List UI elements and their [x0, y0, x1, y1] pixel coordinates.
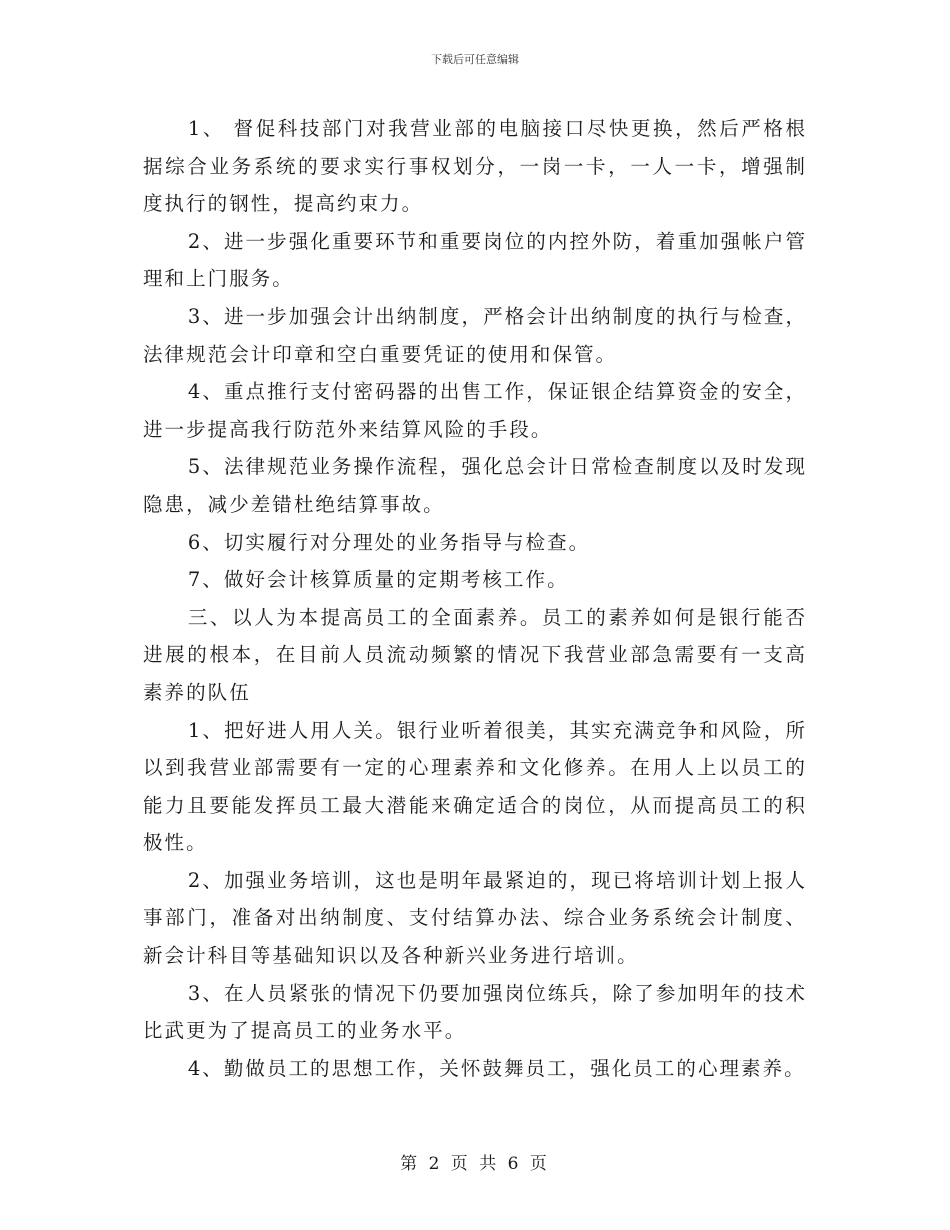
paragraph-item-1: 1、 督促科技部门对我营业部的电脑接口尽快更换，然后严格根据综合业务系统的要求实行事权划分，一岗一卡，一人一卡，增强制度执行的钢性，提高约束力。: [143, 117, 807, 216]
paragraph-item-5: 5、法律规范业务操作流程，强化总会计日常检查制度以及时发现隐患，减少差错杜绝结算事故。: [143, 455, 807, 516]
paragraph-item-7: 7、做好会计核算质量的定期考核工作。: [187, 568, 569, 592]
section-heading-three: 三、以人为本提高员工的全面素养。员工的素养如何是银行能否进展的根本，在目前人员流动频繁的情况下我营业部急需要有一支高素养的队伍: [143, 605, 807, 704]
paragraph-item-9: 2、加强业务培训，这也是明年最紧迫的，现已将培训计划上报人事部门，准备对出纳制度、支付结算办法、综合业务系统会计制度、新会计科目等基础知识以及各种新兴业务进行培训。: [143, 868, 807, 968]
paragraph-item-10: 3、在人员紧张的情况下仍要加强岗位练兵，除了参加明年的技术比武更为了提高员工的业务水平。: [143, 981, 807, 1043]
paragraph-item-4: 4、重点推行支付密码器的出售工作，保证银企结算资金的安全，进一步提高我行防范外来结算风险的手段。: [143, 380, 807, 441]
page-header: 下载后可任意编辑: [431, 53, 519, 66]
paragraph-item-3: 3、进一步加强会计出纳制度，严格会计出纳制度的执行与检查，法律规范会计印章和空白重要凭证的使用和保管。: [143, 304, 807, 366]
document-body: [143, 110, 807, 1087]
paragraph-item-11: 4、勤做员工的思想工作，关怀鼓舞员工，强化员工的心理素养。: [187, 1056, 806, 1080]
paragraph-item-2: 2、进一步强化重要环节和重要岗位的内控外防，着重加强帐户管理和上门服务。: [143, 229, 807, 291]
paragraph-item-6: 6、切实履行对分理处的业务指导与检查。: [187, 530, 591, 554]
page-number-footer: 第 2 页 共 6 页: [400, 1154, 550, 1174]
paragraph-item-8: 1、把好进人用人关。银行业听着很美，其实充满竞争和风险，所以到我营业部需要有一定的心理素养和文化修养。在用人上以员工的能力且要能发挥员工最大潜能来确定适合的岗位，从而提高员工的积极性。: [143, 718, 807, 855]
